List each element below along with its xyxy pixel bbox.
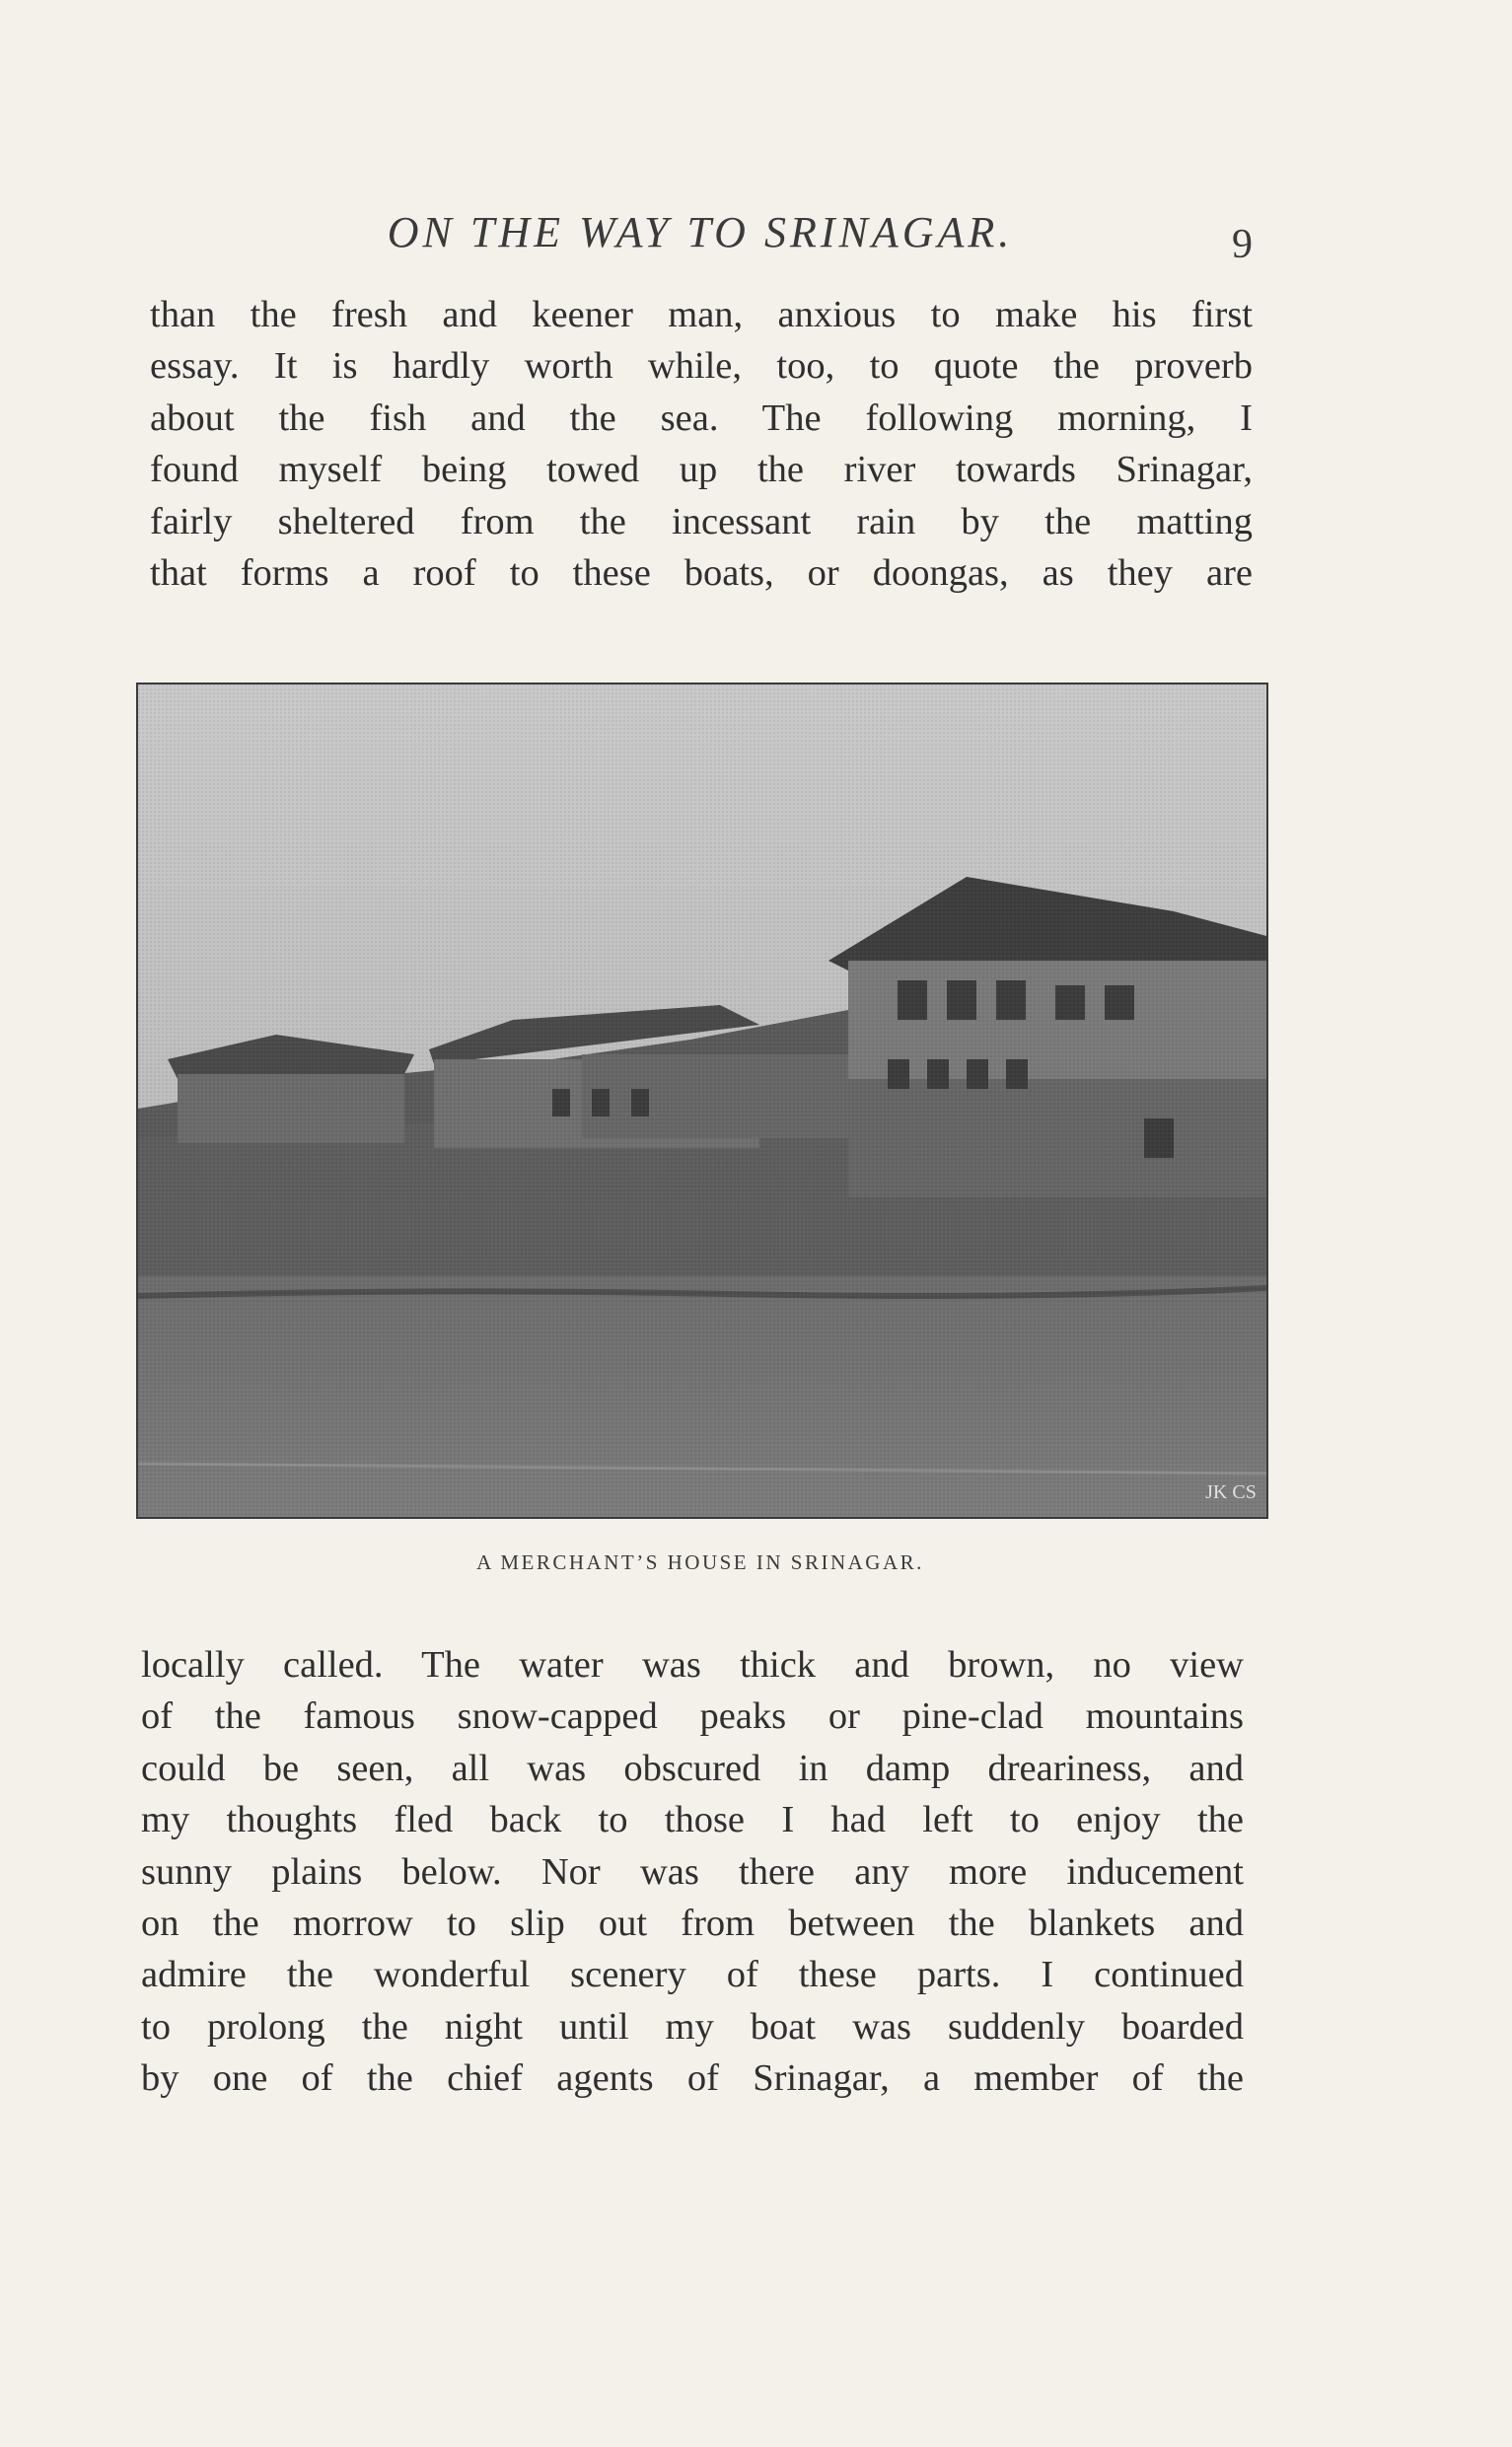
text-line: my thoughts fled back to those I had left to enjoy the <box>141 1799 1244 1841</box>
text-line: than the fresh and keener man, anxious to make his first <box>150 294 1253 335</box>
figure-caption: A MERCHANT’S HOUSE IN SRINAGAR. <box>476 1550 924 1574</box>
text-line: sunny plains below. Nor was there any more inducement <box>141 1850 1244 1893</box>
text-line: to prolong the night until my boat was suddenly boarded <box>141 2005 1244 2048</box>
running-head <box>148 207 1253 266</box>
text-line: of the famous snow-capped peaks or pine-clad mountains <box>141 1695 1244 1738</box>
page-number: 9 <box>1232 222 1253 267</box>
text-line: that forms a roof to these boats, or doongas, as they are <box>150 551 1253 594</box>
text-line: fairly sheltered from the incessant rain by the matting <box>150 500 1253 542</box>
text-line: by one of the chief agents of Srinagar, a member of the <box>141 2057 1244 2100</box>
text-line: on the morrow to slip out from between the blankets and <box>141 1902 1244 1944</box>
paragraph-bottom <box>141 1639 1244 2105</box>
artist-monogram: JK CS <box>1205 1481 1257 1503</box>
halftone-illustration <box>138 684 1266 1517</box>
merchant-house-photo <box>136 683 1268 1519</box>
text-line: found myself being towed up the river towards Srinagar, <box>150 449 1253 491</box>
text-line: essay. It is hardly worth while, too, to quote the proverb <box>150 345 1253 388</box>
text-line: about the fish and the sea. The following morning, I <box>150 396 1253 439</box>
text-line: admire the wonderful scenery of these parts. I continued <box>141 1954 1244 1996</box>
running-title: ON THE WAY TO SRINAGAR. <box>387 208 1014 256</box>
text-line: locally called. The water was thick and brown, no view <box>141 1644 1244 1686</box>
text-line: could be seen, all was obscured in damp dreariness, and <box>141 1747 1244 1789</box>
paragraph-top <box>150 289 1253 599</box>
